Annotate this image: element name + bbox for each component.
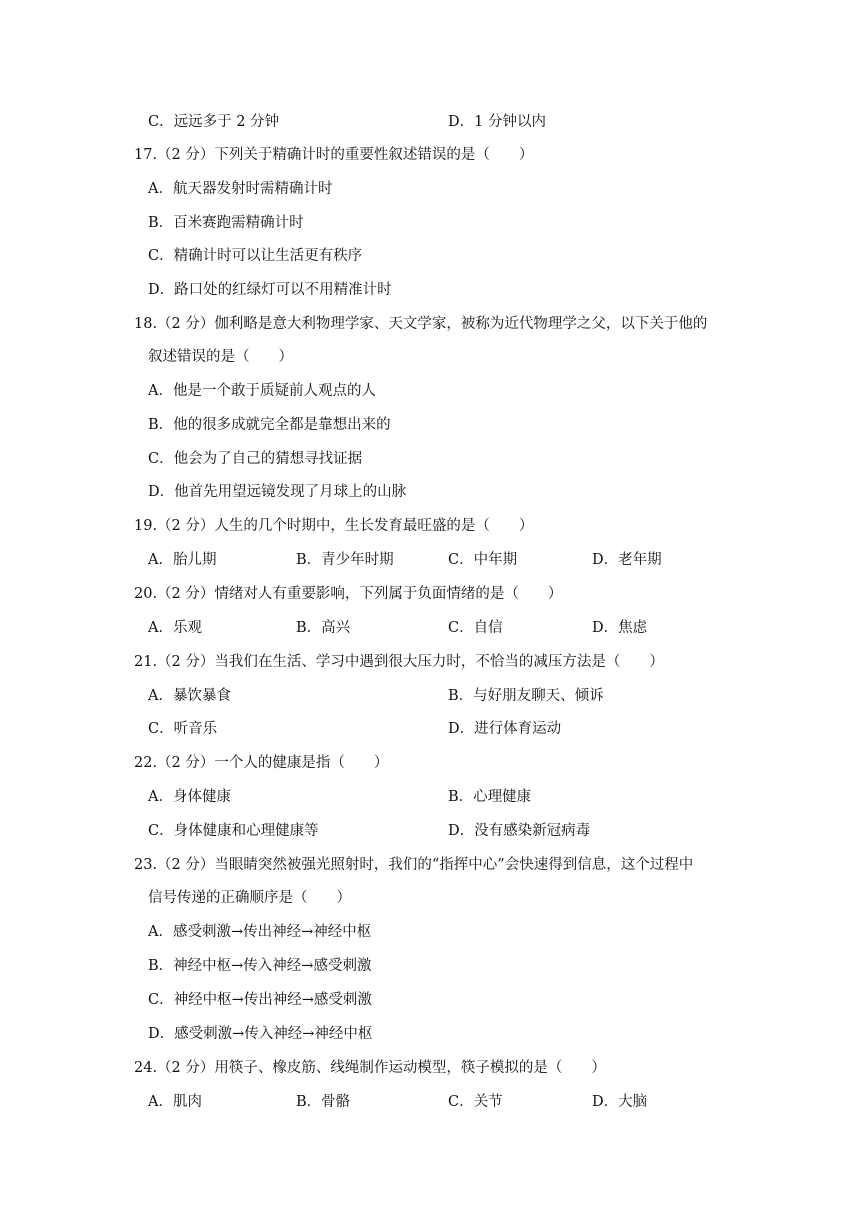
q23-stem-line2: 信号传递的正确顺序是（ ） bbox=[148, 890, 351, 906]
q21-option-a: A．暴饮暴食 bbox=[148, 688, 231, 704]
q16-option-d: D．1 分钟以内 bbox=[448, 114, 546, 130]
q24-option-b: B．骨骼 bbox=[296, 1094, 351, 1110]
q18-option-c: C．他会为了自己的猜想寻找证据 bbox=[148, 451, 363, 467]
q17-option-d: D．路口处的红绿灯可以不用精准计时 bbox=[148, 282, 392, 298]
q21-option-c: C．听音乐 bbox=[148, 721, 218, 737]
q23-option-d: D．感受刺激→传入神经→神经中枢 bbox=[148, 1026, 373, 1042]
q20-option-a: A．乐观 bbox=[148, 620, 202, 636]
q22-option-c: C．身体健康和心理健康等 bbox=[148, 823, 319, 839]
q19-option-b: B．青少年时期 bbox=[296, 552, 394, 568]
q17-option-a: A．航天器发射时需精确计时 bbox=[148, 181, 333, 197]
q22-option-d: D．没有感染新冠病毒 bbox=[448, 823, 591, 839]
q18-option-d: D．他首先用望远镜发现了月球上的山脉 bbox=[148, 484, 407, 500]
q21-stem: 21.（2 分）当我们在生活、学习中遇到很大压力时，不恰当的减压方法是（ ） bbox=[134, 654, 664, 670]
q20-stem: 20.（2 分）情绪对人有重要影响，下列属于负面情绪的是（ ） bbox=[134, 586, 563, 602]
q20-option-b: B．高兴 bbox=[296, 620, 351, 636]
q24-option-d: D．大脑 bbox=[592, 1094, 648, 1110]
q23-option-a: A．感受刺激→传出神经→神经中枢 bbox=[148, 924, 372, 940]
q17-stem: 17.（2 分）下列关于精确计时的重要性叙述错误的是（ ） bbox=[134, 147, 534, 163]
q20-option-c: C．自信 bbox=[448, 620, 503, 636]
q18-stem-line2: 叙述错误的是（ ） bbox=[148, 349, 293, 365]
q21-option-d: D．进行体育运动 bbox=[448, 721, 562, 737]
q23-option-b: B．神经中枢→传入神经→感受刺激 bbox=[148, 958, 372, 974]
q17-option-b: B．百米赛跑需精确计时 bbox=[148, 215, 304, 231]
q19-stem: 19.（2 分）人生的几个时期中，生长发育最旺盛的是（ ） bbox=[134, 518, 534, 534]
q18-option-b: B．他的很多成就完全都是靠想出来的 bbox=[148, 417, 391, 433]
q16-option-c: C．远远多于 2 分钟 bbox=[148, 114, 280, 130]
q19-option-d: D．老年期 bbox=[592, 552, 662, 568]
q22-option-b: B．心理健康 bbox=[448, 789, 532, 805]
q24-option-a: A．肌肉 bbox=[148, 1094, 202, 1110]
q18-option-a: A．他是一个敢于质疑前人观点的人 bbox=[148, 383, 376, 399]
q17-option-c: C．精确计时可以让生活更有秩序 bbox=[148, 248, 363, 264]
q21-option-b: B．与好朋友聊天、倾诉 bbox=[448, 688, 604, 704]
q23-stem-line1: 23.（2 分）当眼睛突然被强光照射时，我们的“指挥中心”会快速得到信息，这个过程中 bbox=[134, 857, 694, 873]
q22-stem: 22.（2 分）一个人的健康是指（ ） bbox=[134, 755, 389, 771]
q19-option-c: C．中年期 bbox=[448, 552, 518, 568]
q22-option-a: A．身体健康 bbox=[148, 789, 231, 805]
q24-stem: 24.（2 分）用筷子、橡皮筋、线绳制作运动模型，筷子模拟的是（ ） bbox=[134, 1060, 606, 1076]
q18-stem-line1: 18.（2 分）伽利略是意大利物理学家、天文学家，被称为近代物理学之父，以下关于他的 bbox=[134, 316, 708, 332]
q23-option-c: C．神经中枢→传出神经→感受刺激 bbox=[148, 992, 372, 1008]
q19-option-a: A．胎儿期 bbox=[148, 552, 217, 568]
q24-option-c: C．关节 bbox=[448, 1094, 503, 1110]
q20-option-d: D．焦虑 bbox=[592, 620, 648, 636]
